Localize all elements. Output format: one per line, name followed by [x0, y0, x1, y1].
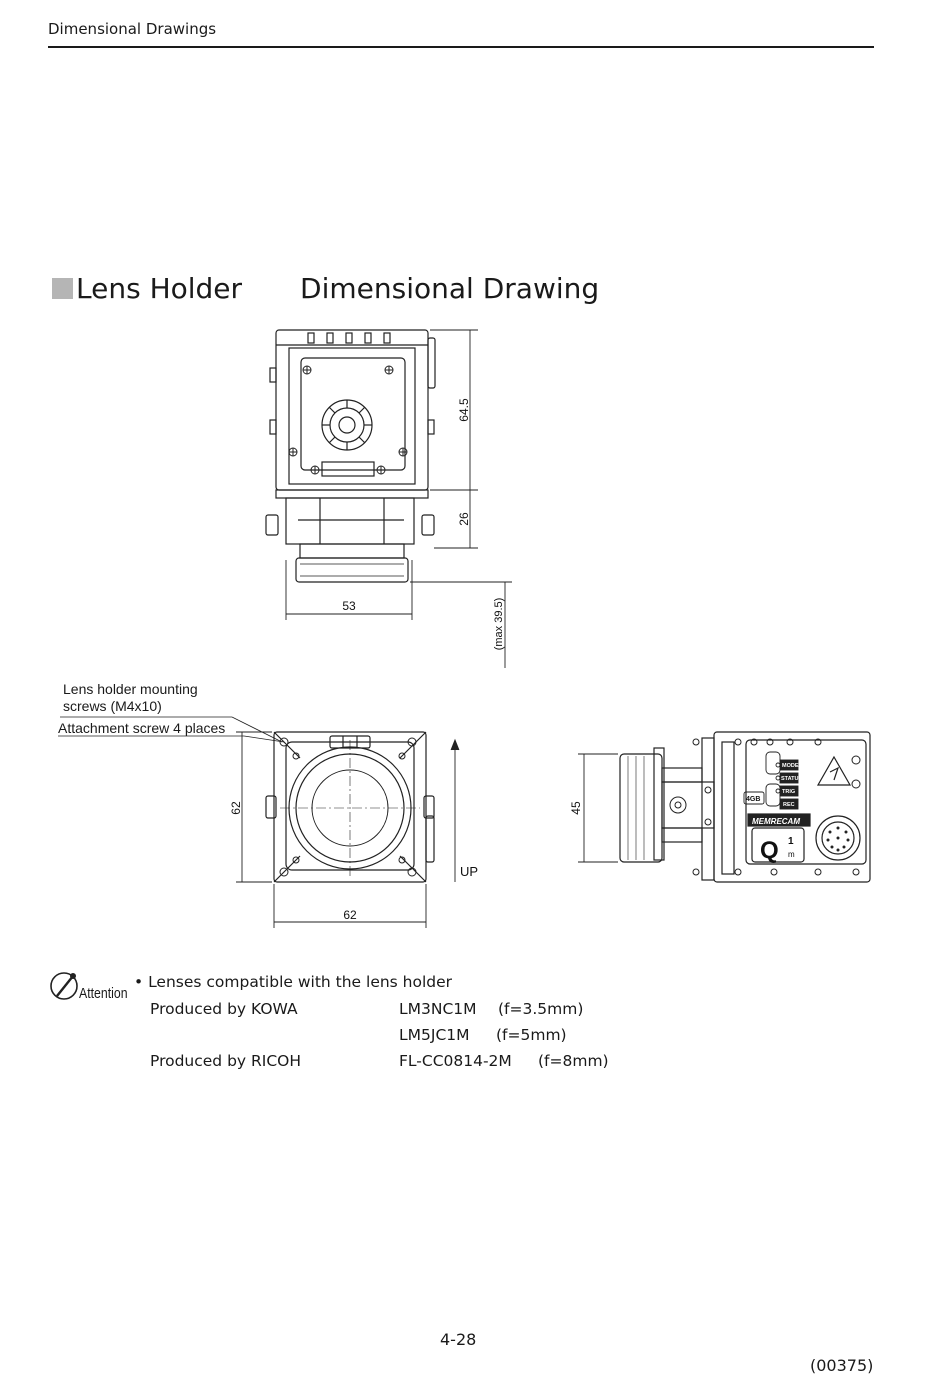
- model-sup-label: 1: [788, 836, 794, 847]
- title-subtitle: Dimensional Drawing: [300, 272, 600, 305]
- dim-top-height: 64.5: [457, 398, 471, 422]
- left-knob-icon: [266, 515, 278, 535]
- attention-icon: [49, 970, 81, 1002]
- fan-icon: [322, 400, 372, 450]
- dim-side-height: 45: [569, 801, 583, 815]
- led-trig-label: TRIG: [782, 789, 796, 795]
- lens-focal: (f=8mm): [538, 1052, 609, 1070]
- model-label: Q: [760, 837, 779, 864]
- side-flange: [702, 738, 714, 880]
- up-label: UP: [460, 864, 479, 879]
- warning-triangle-icon: [818, 757, 850, 785]
- running-header: Dimensional Drawings: [48, 20, 217, 38]
- lens-focal: (f=3.5mm): [498, 1000, 584, 1018]
- callout-attachment: Attachment screw 4 places: [58, 720, 226, 736]
- camera-back-inner: [301, 358, 405, 470]
- top-view: [266, 330, 512, 668]
- led-status-label: STATUS: [781, 776, 803, 782]
- led-rec-label: REC: [783, 802, 795, 808]
- brand-label: MEMRECAM: [752, 817, 800, 826]
- memory-label: 4GB: [746, 796, 761, 803]
- holder-plate: [276, 490, 428, 498]
- callout-mounting-2: screws (M4x10): [63, 698, 162, 714]
- lens-maker: Produced by KOWA: [150, 1000, 298, 1018]
- title-part: Lens Holder: [76, 272, 243, 305]
- side-view: [569, 732, 870, 882]
- dim-holder-height: 26: [457, 512, 471, 526]
- lens-model: FL-CC0814-2M: [399, 1052, 512, 1070]
- lens-model: LM5JC1M: [399, 1026, 470, 1044]
- attention-label: Attention: [79, 985, 128, 1002]
- lens-mount: [300, 544, 404, 558]
- lens-model: LM3NC1M: [399, 1000, 477, 1018]
- camera-back-plate: [289, 348, 415, 484]
- holder-body: [286, 498, 414, 544]
- callout-mounting: Lens holder mounting: [63, 681, 198, 697]
- dim-front-height: 62: [229, 801, 243, 815]
- side-connector: [428, 338, 435, 388]
- side-lens: [620, 754, 662, 862]
- side-dimensions: [578, 754, 618, 862]
- dim-max: (max 39.5): [493, 597, 505, 651]
- front-view: [58, 717, 478, 928]
- document-code: (00375): [810, 1356, 874, 1375]
- lenses-bullet: • Lenses compatible with the lens holder: [134, 973, 453, 991]
- lens-barrel: [296, 558, 408, 582]
- right-knob-icon: [422, 515, 434, 535]
- dim-front-width: 62: [343, 908, 357, 922]
- led-mode-label: MODE: [782, 763, 799, 769]
- dim-width-53: 53: [342, 599, 356, 613]
- model-sub-label: m: [788, 850, 795, 859]
- lens-maker: Produced by RICOH: [150, 1052, 302, 1070]
- lens-focal: (f=5mm): [496, 1026, 567, 1044]
- page-number: 4-28: [440, 1330, 477, 1349]
